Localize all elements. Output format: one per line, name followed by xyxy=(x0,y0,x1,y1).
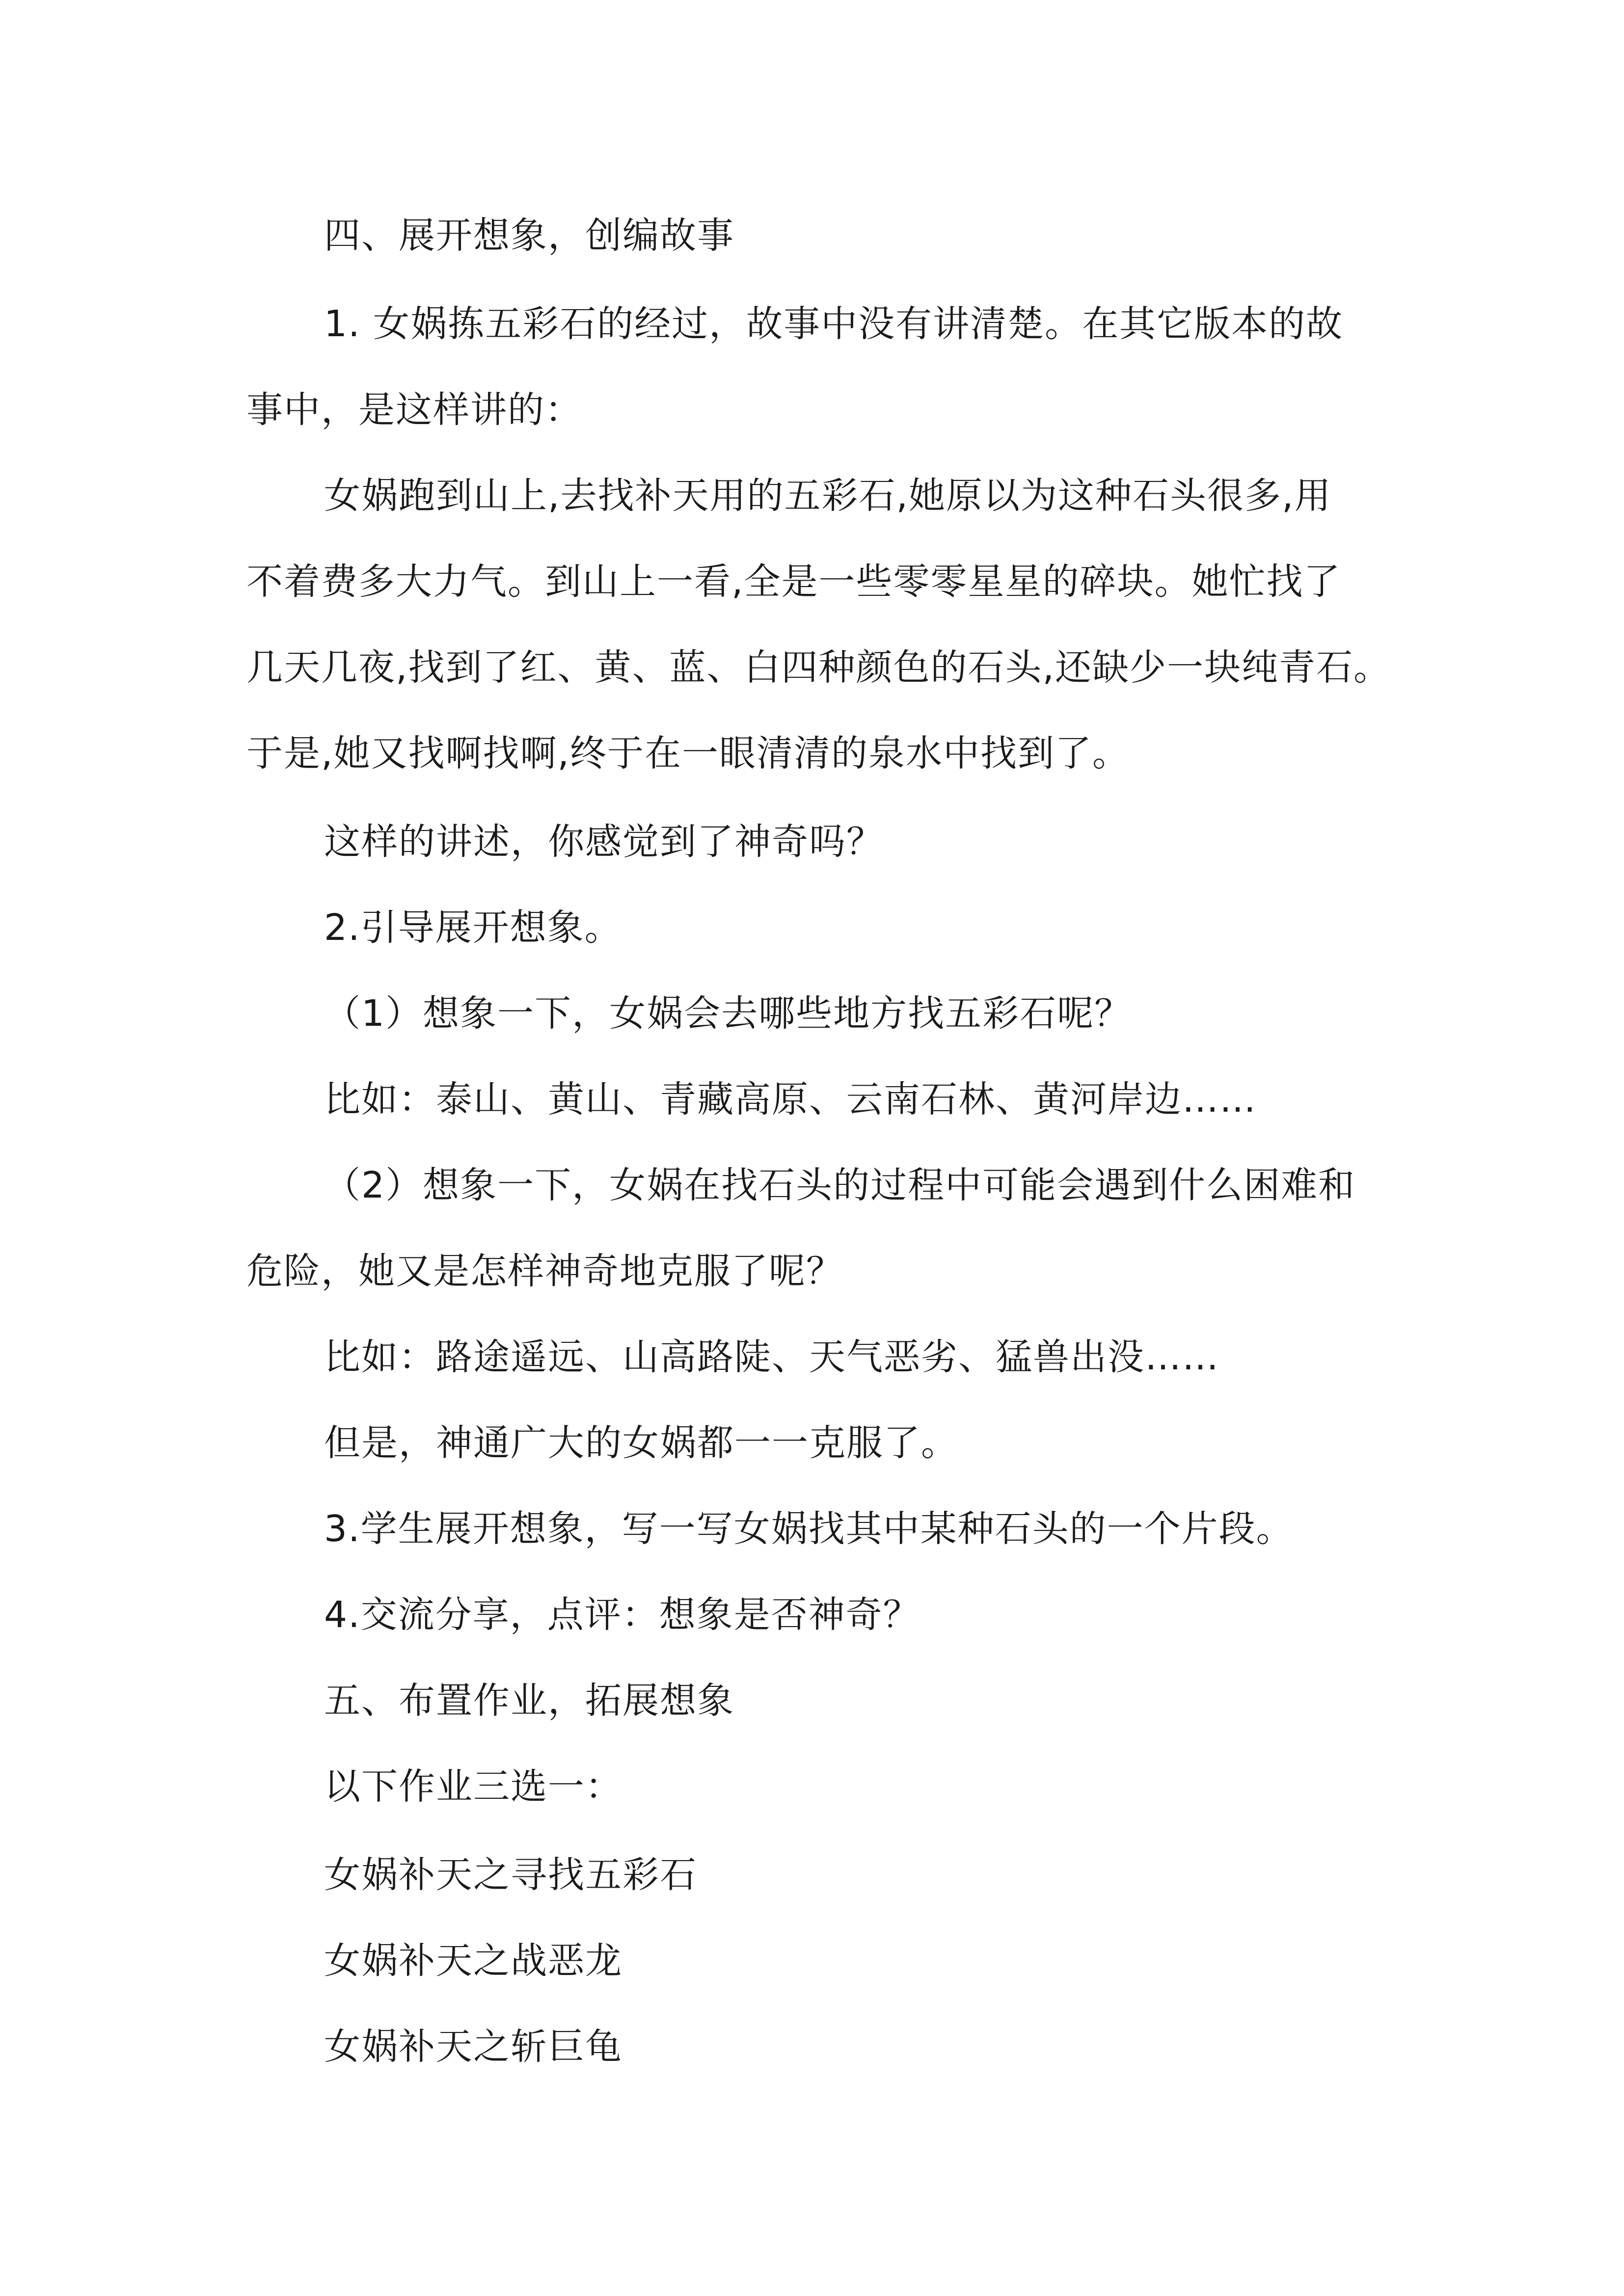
question-paragraph: 这样的讲述，你感觉到了神奇吗？ xyxy=(324,821,884,863)
section-heading-5: 五、布置作业，拓展想象 xyxy=(324,1680,734,1722)
homework-option-1: 女娲补天之寻找五彩石 xyxy=(324,1854,697,1896)
homework-option-2: 女娲补天之战恶龙 xyxy=(324,1940,623,1982)
story-paragraph-line-1: 女娲跑到山上,去找补天用的五彩石,她原以为这种石头很多,用 xyxy=(324,475,1332,517)
paragraph-item-1: 1. 女娲拣五彩石的经过，故事中没有讲清楚。在其它版本的故 xyxy=(324,303,1344,345)
sub-item-2-cont: 危险，她又是怎样神奇地克服了呢？ xyxy=(246,1250,843,1292)
sub-item-1: （1）想象一下，女娲会去哪些地方找五彩石呢？ xyxy=(324,992,1132,1035)
example-2: 比如：路途遥远、山高路陡、天气恶劣、猛兽出没…… xyxy=(324,1336,1219,1378)
story-paragraph-line-4: 于是,她又找啊找啊,终于在一眼清清的泉水中找到了。 xyxy=(246,732,1130,774)
section-heading-4: 四、展开想象，创编故事 xyxy=(324,214,734,257)
paragraph-item-3: 3.学生展开想象，写一写女娲找其中某种石头的一个片段。 xyxy=(324,1508,1294,1550)
sub-item-2: （2）想象一下，女娲在找石头的过程中可能会遇到什么困难和 xyxy=(324,1164,1356,1206)
homework-option-3: 女娲补天之斩巨龟 xyxy=(324,2026,623,2068)
story-paragraph-line-3: 几天几夜,找到了红、黄、蓝、白四种颜色的石头,还缺少一块纯青石。 xyxy=(246,646,1391,689)
example-1: 比如：泰山、黄山、青藏高原、云南石林、黄河岸边…… xyxy=(324,1078,1257,1121)
paragraph-item-4: 4.交流分享，点评：想象是否神奇？ xyxy=(324,1594,920,1636)
paragraph-item-2: 2.引导展开想象。 xyxy=(324,907,622,949)
homework-intro: 以下作业三选一： xyxy=(324,1765,623,1808)
paragraph-item-1-cont: 事中，是这样讲的： xyxy=(246,389,582,431)
conclusion-paragraph: 但是，神通广大的女娲都一一克服了。 xyxy=(324,1422,958,1464)
story-paragraph-line-2: 不着费多大力气。到山上一看,全是一些零零星星的碎块。她忙找了 xyxy=(246,561,1341,603)
